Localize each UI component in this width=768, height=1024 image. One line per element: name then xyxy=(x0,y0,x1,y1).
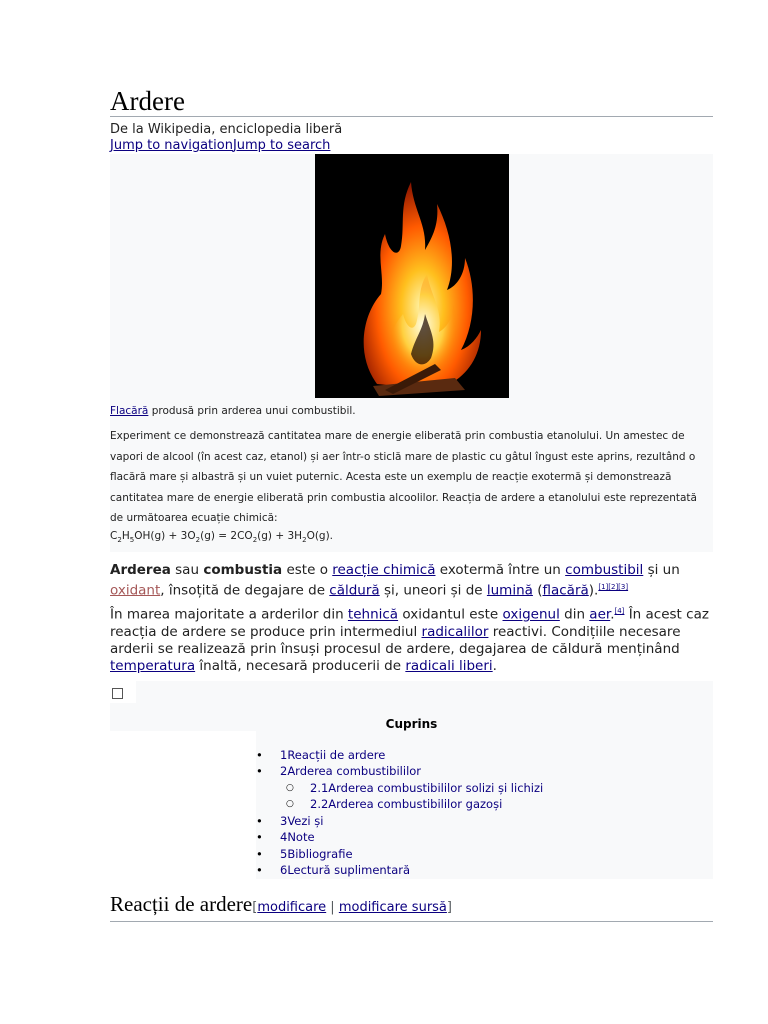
site-subtitle: De la Wikipedia, enciclopedia liberă xyxy=(110,122,343,137)
radicalilor-link[interactable]: radicalilor xyxy=(421,623,489,640)
checkbox-icon xyxy=(112,688,123,699)
infobox xyxy=(110,154,713,552)
toc-item[interactable]: ○ 2.1Arderea combustibililor solizi și lichizi xyxy=(256,780,543,797)
caldura-link[interactable]: căldură xyxy=(329,582,380,599)
page-title: Ardere xyxy=(110,86,713,117)
radicali-liberi-link[interactable]: radicali liberi xyxy=(405,657,493,674)
section-heading-reactii: Reacții de ardere[modificare | modificare sursă] xyxy=(110,891,713,922)
flacara-text-link[interactable]: flacără xyxy=(542,582,589,599)
toc-item[interactable]: • 3Vezi și xyxy=(256,813,543,830)
lumina-link[interactable]: lumină xyxy=(486,582,533,599)
toc-list xyxy=(256,747,543,879)
reference-1-2-3[interactable]: [1][2][3] xyxy=(598,582,629,591)
chemical-equation: $C_2H_5OH(g) + 3O_2(g) = 2CO_2(g) + 3H_2O(g)$. xyxy=(110,529,334,544)
edit-links: [modificare | modificare sursă] xyxy=(252,899,452,915)
intro-paragraph-1: Arderea sau combustia este o reacție chimică exotermă între un combustibil și un oxidant, însoțită de degajare de căldură și, uneori și de lumină (flacără).[1][2][3] xyxy=(110,561,680,599)
toc-item[interactable]: • 1Reacții de ardere xyxy=(256,747,543,764)
reference-4[interactable]: [4] xyxy=(614,607,625,616)
oxidant-link[interactable]: oxidant xyxy=(110,582,161,599)
flame-image[interactable] xyxy=(315,154,509,398)
jump-links xyxy=(110,138,713,154)
combustibil-link[interactable]: combustibil xyxy=(565,561,644,578)
edit-link[interactable]: modificare xyxy=(257,899,327,915)
video-description: Experiment ce demonstrează cantitatea mare de energie eliberată prin combustia etanolului. Un amestec de vapori de alcool (în acest caz, etanol) și aer într-o sticlă mare de plastic cu gâtul îngust este aprins, rezultând o flacără mare și albastră și un vuiet puternic. Acesta este un exemplu de reacție exotermă și demonstrează cantitatea mare de energie eliberată prin combustia alcoolilor. Reacția de ardere a etanolului este reprezentată de următoarea ecuație chimică: xyxy=(110,430,697,524)
tehnica-link[interactable]: tehnică xyxy=(347,606,399,623)
aer-link[interactable]: aer xyxy=(589,606,611,623)
toc-item[interactable]: ○ 2.2Arderea combustibililor gazoși xyxy=(256,796,543,813)
table-of-contents xyxy=(110,681,713,879)
reactie-chimica-link[interactable]: reacție chimică xyxy=(332,561,436,578)
toc-toggle-checkbox[interactable] xyxy=(110,681,136,703)
oxigenul-link[interactable]: oxigenul xyxy=(502,606,560,623)
temperatura-link[interactable]: temperatura xyxy=(110,657,196,674)
toc-item[interactable]: • 2Arderea combustibililor xyxy=(256,763,543,780)
intro-paragraph-2: În marea majoritate a arderilor din tehnică oxidantul este oxigenul din aer.[4] În acest caz reacția de ardere se produce prin intermediul radicalilor reactivi. Condițiile necesare arderii se realizează prin însuși procesul de ardere, degajarea de căldură menținând temperatura înaltă, necesară producerii de radicali liberi. xyxy=(110,606,709,674)
image-caption: Flacără produsă prin arderea unui combustibil. xyxy=(110,405,356,417)
toc-title: Cuprins xyxy=(385,716,438,731)
toc-item[interactable]: • 6Lectură suplimentară xyxy=(256,862,543,879)
flacara-link[interactable]: Flacără xyxy=(110,405,149,417)
jump-to-search-link[interactable]: Jump to search xyxy=(232,138,331,153)
edit-source-link[interactable]: modificare sursă xyxy=(338,899,447,915)
jump-to-navigation-link[interactable]: Jump to navigation xyxy=(110,138,233,153)
toc-item[interactable]: • 5Bibliografie xyxy=(256,846,543,863)
article xyxy=(110,86,713,922)
toc-item[interactable]: • 4Note xyxy=(256,829,543,846)
